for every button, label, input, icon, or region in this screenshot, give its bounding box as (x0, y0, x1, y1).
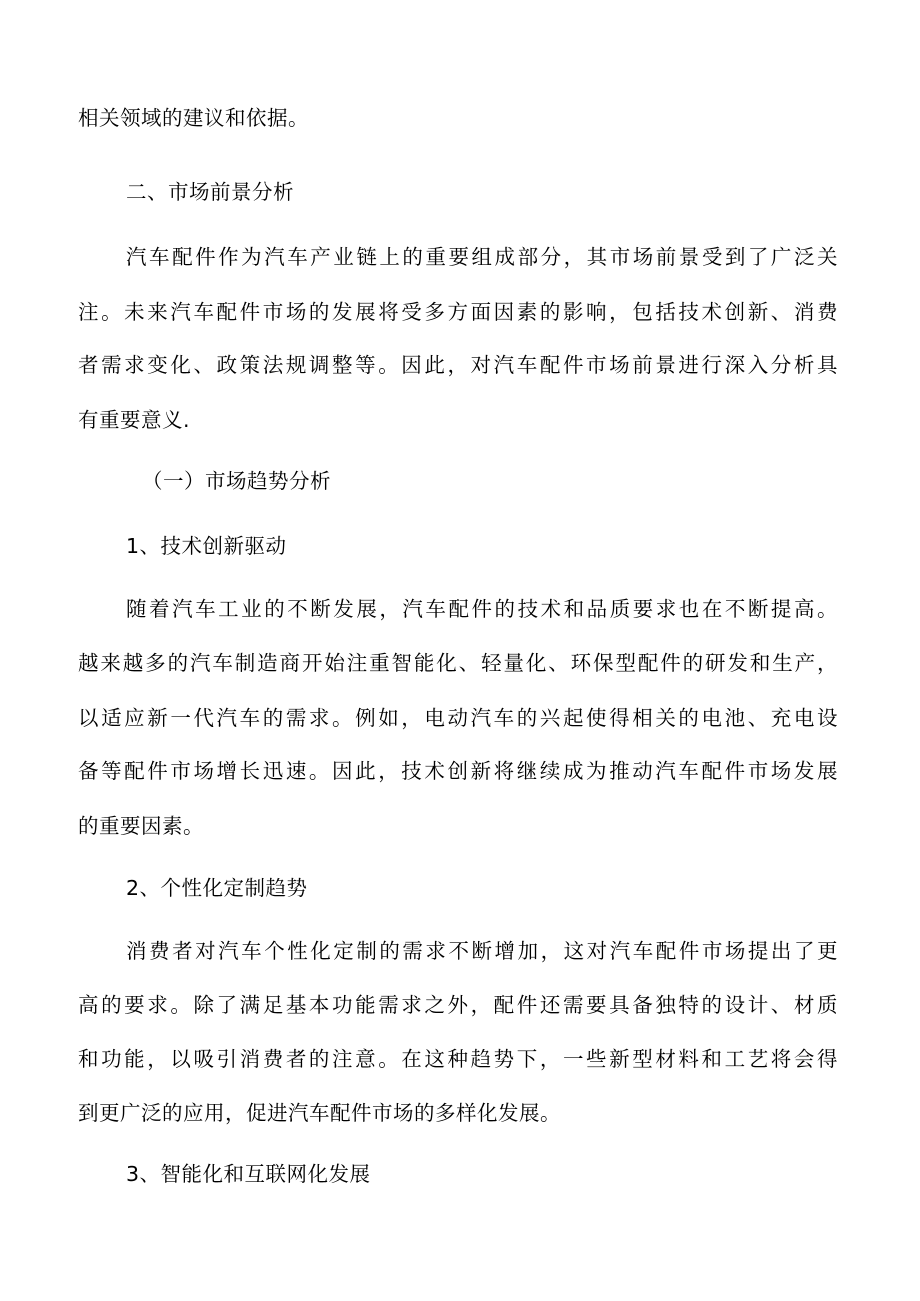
item-heading: 2、个性化定制趋势 (126, 876, 308, 900)
paragraph-line: 有重要意义. (78, 408, 191, 432)
paragraph-line: 越来越多的汽车制造商开始注重智能化、轻量化、环保型配件的研发和生产， (78, 651, 838, 675)
paragraph-line: 消费者对汽车个性化定制的需求不断增加，这对汽车配件市场提出了更 (126, 939, 838, 963)
section-heading: 二、市场前景分析 (126, 180, 294, 204)
paragraph-line: 随着汽车工业的不断发展，汽车配件的技术和品质要求也在不断提高。 (126, 597, 838, 621)
paragraph-line: 到更广泛的应用，促进汽车配件市场的多样化发展。 (78, 1101, 561, 1125)
paragraph-line: 备等配件市场增长迅速。因此，技术创新将继续成为推动汽车配件市场发展 (78, 759, 838, 783)
paragraph-line: 的重要因素。 (78, 814, 204, 838)
paragraph-line: 汽车配件作为汽车产业链上的重要组成部分，其市场前景受到了广泛关 (126, 245, 838, 269)
paragraph-line: 和功能，以吸引消费者的注意。在这种趋势下，一些新型材料和工艺将会得 (78, 1047, 838, 1071)
item-heading: 3、智能化和互联网化发展 (126, 1162, 371, 1186)
paragraph-line: 者需求变化、政策法规调整等。因此，对汽车配件市场前景进行深入分析具 (78, 353, 838, 377)
subsection-heading: （一）市场趋势分析 (142, 469, 331, 493)
paragraph-line: 以适应新一代汽车的需求。例如，电动汽车的兴起使得相关的电池、充电设 (78, 706, 838, 730)
paragraph-line: 注。未来汽车配件市场的发展将受多方面因素的影响，包括技术创新、消费 (78, 300, 838, 324)
paragraph-line: 高的要求。除了满足基本功能需求之外，配件还需要具备独特的设计、材质 (78, 993, 838, 1017)
paragraph-continuation-line: 相关领域的建议和依据。 (78, 106, 309, 130)
item-heading: 1、技术创新驱动 (126, 534, 287, 558)
